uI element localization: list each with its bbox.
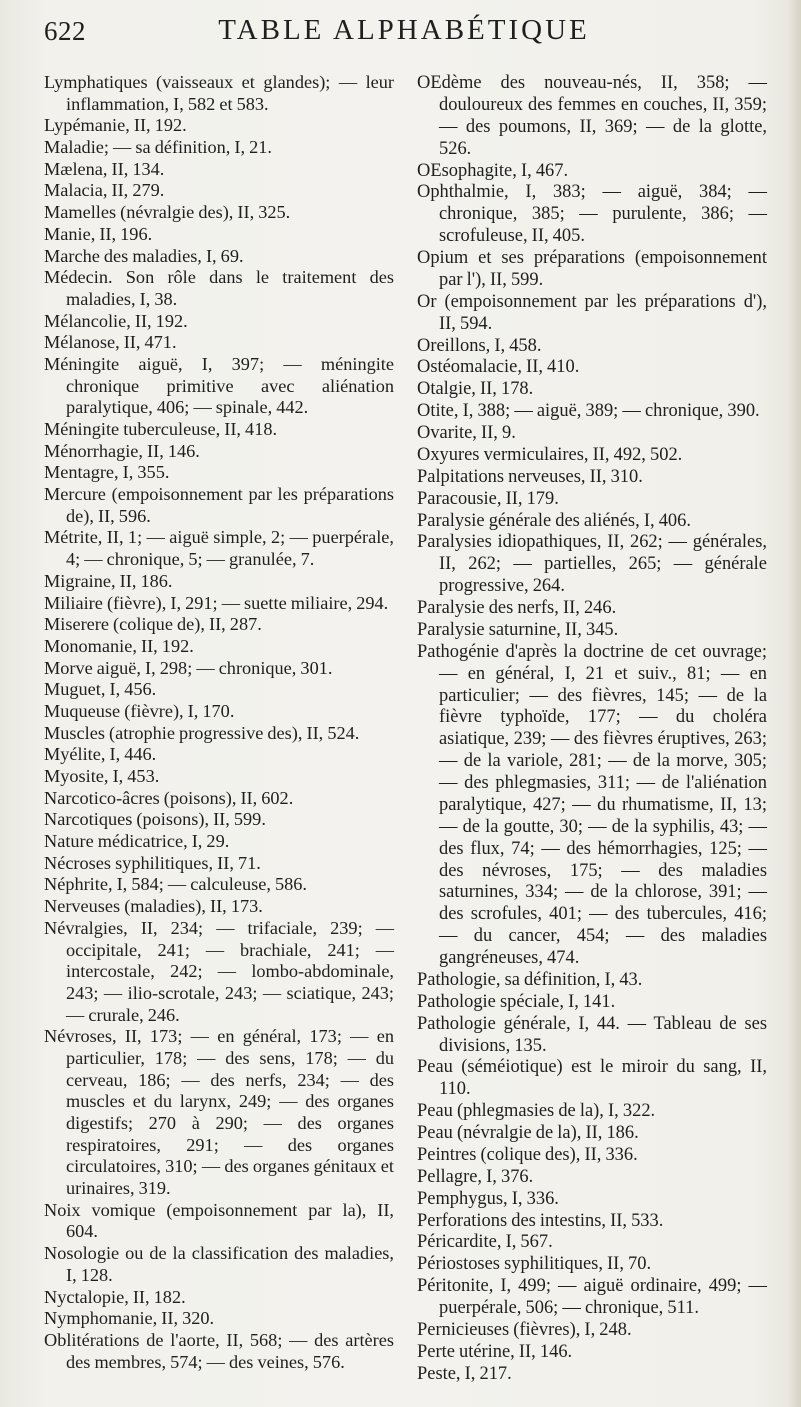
index-entry: Morve aiguë, I, 298; — chronique, 301. bbox=[44, 657, 333, 678]
index-entry: Ostéomalacie, II, 410. bbox=[417, 356, 580, 377]
index-entry: Peau (phlegmasies de la), I, 322. bbox=[417, 1100, 656, 1121]
index-entry: Narcotiques (poisons), II, 599. bbox=[44, 809, 266, 830]
index-entry: Perforations des intestins, II, 533. bbox=[417, 1209, 664, 1230]
index-entry: Myosite, I, 453. bbox=[44, 766, 160, 786]
index-entry: Nécroses syphilitiques, II, 71. bbox=[44, 852, 261, 873]
index-entry: Pernicieuses (fièvres), I, 248. bbox=[417, 1318, 632, 1339]
index-entry: Pellagre, I, 376. bbox=[417, 1165, 534, 1186]
index-entry: Lymphatiques (vaisseaux et glandes); — leur inflammation, I, 582 et 583. bbox=[44, 72, 394, 114]
index-columns bbox=[44, 72, 767, 1397]
index-entry: Nosologie ou de la classification des maladies, I, 128. bbox=[44, 1243, 394, 1285]
index-entry: Migraine, II, 186. bbox=[44, 570, 173, 591]
index-entry: Mamelles (névralgie des), II, 325. bbox=[44, 202, 291, 223]
index-entry: Paralysie saturnine, II, 345. bbox=[417, 618, 619, 639]
index-entry: Périostoses syphilitiques, II, 70. bbox=[417, 1253, 652, 1274]
index-entry: Mælena, II, 134. bbox=[44, 158, 165, 179]
index-entry: Nature médicatrice, I, 29. bbox=[44, 831, 230, 852]
index-entry: Ophthalmie, I, 383; — aiguë, 384; — chronique, 385; — purulente, 386; — scrofuleuse, II, 405. bbox=[417, 181, 767, 246]
index-entry: Muqueuse (fièvre), I, 170. bbox=[44, 700, 235, 721]
index-entry: Péritonite, I, 499; — aiguë ordinaire, 499; — puerpérale, 506; — chronique, 511. bbox=[417, 1275, 767, 1317]
index-entry: Paralysies idiopathiques, II, 262; — générales, II, 262; — partielles, 265; — générale progressive, 264. bbox=[417, 531, 767, 596]
index-entry: Nerveuses (maladies), II, 173. bbox=[44, 896, 263, 917]
index-entry: Paralysie générale des aliénés, I, 406. bbox=[417, 509, 691, 530]
index-entry: Ménorrhagie, II, 146. bbox=[44, 440, 200, 461]
index-entry: Miliaire (fièvre), I, 291; — suette miliaire, 294. bbox=[44, 592, 389, 613]
left-column bbox=[44, 72, 394, 1373]
index-entry: Oreillons, I, 458. bbox=[417, 334, 542, 355]
index-entry: Miserere (colique de), II, 287. bbox=[44, 614, 262, 635]
running-title: TABLE ALPHABÉTIQUE bbox=[218, 14, 590, 46]
index-entry: Otite, I, 388; — aiguë, 389; — chronique, 390. bbox=[417, 400, 760, 421]
index-entry: Monomanie, II, 192. bbox=[44, 635, 194, 656]
index-entry: Muscles (atrophie progressive des), II, 524. bbox=[44, 722, 360, 743]
index-entry: Opium et ses préparations (empoisonnement par l'), II, 599. bbox=[417, 247, 767, 289]
index-entry: Myélite, I, 446. bbox=[44, 744, 157, 765]
index-entry: Otalgie, II, 178. bbox=[417, 378, 534, 399]
index-entry: Peste, I, 217. bbox=[417, 1362, 512, 1383]
index-entry: Névroses, II, 173; — en général, 173; — en particulier, 178; — des sens, 178; — du cerveau, 186; — des nerfs, 234; — des muscles et du larynx, 249; — des organes digestifs; 270 à 290; — des organes respiratoires, 291; — des organes circulatoires, 310; — des organes génitaux et urinaires, 319. bbox=[44, 1026, 394, 1199]
index-entry: Mélanose, II, 471. bbox=[44, 332, 177, 353]
index-entry: Mentagre, I, 355. bbox=[44, 462, 170, 483]
index-entry: Nymphomanie, II, 320. bbox=[44, 1308, 215, 1329]
page-number: 622 bbox=[44, 16, 86, 46]
index-entry: Méningite aiguë, I, 397; — méningite chronique primitive avec aliénation paralytique, 406; — spinale, 442. bbox=[44, 353, 394, 418]
index-entry: Métrite, II, 1; — aiguë simple, 2; — puerpérale, 4; — chronique, 5; — granulée, 7. bbox=[44, 527, 394, 570]
index-entry: Pathologie générale, I, 44. — Tableau de ses divisions, 135. bbox=[417, 1012, 767, 1055]
index-entry: Peintres (colique des), II, 336. bbox=[417, 1143, 638, 1164]
page-edge bbox=[787, 0, 801, 1407]
index-entry: Mélancolie, II, 192. bbox=[44, 310, 188, 331]
index-entry: Mercure (empoisonnement par les préparations de), II, 596. bbox=[44, 484, 394, 526]
index-entry: Pathologie, sa définition, I, 43. bbox=[417, 968, 643, 989]
index-entry: Néphrite, I, 584; — calculeuse, 586. bbox=[44, 874, 308, 895]
index-entry: Muguet, I, 456. bbox=[44, 679, 157, 700]
index-entry: Pathologie spéciale, I, 141. bbox=[417, 990, 616, 1011]
index-entry: Malacia, II, 279. bbox=[44, 180, 165, 201]
page-header bbox=[44, 12, 764, 52]
index-entry: Lypémanie, II, 192. bbox=[44, 115, 187, 136]
index-entry: Méningite tuberculeuse, II, 418. bbox=[44, 419, 278, 439]
index-entry: Paralysie des nerfs, II, 246. bbox=[417, 597, 617, 617]
index-entry: Oxyures vermiculaires, II, 492, 502. bbox=[417, 443, 683, 464]
right-column bbox=[417, 72, 767, 1385]
index-entry: Manie, II, 196. bbox=[44, 223, 153, 244]
index-entry: Narcotico-âcres (poisons), II, 602. bbox=[44, 787, 294, 808]
index-entry: Paracousie, II, 179. bbox=[417, 487, 559, 508]
index-entry: Maladie; — sa définition, I, 21. bbox=[44, 137, 272, 158]
index-entry: Nyctalopie, II, 182. bbox=[44, 1286, 186, 1307]
index-entry: Oblitérations de l'aorte, II, 568; — des artères des membres, 574; — des veines, 576. bbox=[44, 1329, 394, 1372]
index-entry: Marche des maladies, I, 69. bbox=[44, 245, 244, 266]
index-entry: OEsophagite, I, 467. bbox=[417, 159, 569, 180]
index-entry: Péricardite, I, 567. bbox=[417, 1231, 553, 1252]
index-entry: Or (empoisonnement par les préparations d'), II, 594. bbox=[417, 290, 767, 333]
index-entry: Névralgies, II, 234; — trifaciale, 239; — occipitale, 241; — brachiale, 241; — intercostale, 242; — lombo-abdominale, 243; — ilio-scrotale, 243; — sciatique, 243; — crurale, 246. bbox=[44, 917, 394, 1025]
index-entry: Peau (névralgie de la), II, 186. bbox=[417, 1122, 639, 1142]
index-entry: Palpitations nerveuses, II, 310. bbox=[417, 465, 643, 486]
index-entry: Médecin. Son rôle dans le traitement des maladies, I, 38. bbox=[44, 267, 394, 309]
index-entry: Perte utérine, II, 146. bbox=[417, 1340, 573, 1361]
index-entry: Pathogénie d'après la doctrine de cet ouvrage; — en général, I, 21 et suiv., 81; — en particulier; — des fièvres, 145; — de la fièvre typhoïde, 177; — du choléra asiatique, 239; — des fièvres éruptives, 263; — de la variole, 281; — de la morve, 305; — des phlegmasies, 311; — de l'aliénation paralytique, 427; — du rhumatisme, II, 13; — de la goutte, 30; — de la syphilis, 43; — des flux, 74; — des hémorrhagies, 125; — des névroses, 175; — des maladies saturnines, 334; — de la chlorose, 391; — des scrofules, 401; — des tubercules, 416; — du cancer, 454; — des maladies gangréneuses, 474. bbox=[417, 640, 767, 967]
index-entry: Noix vomique (empoisonnement par la), II, 604. bbox=[44, 1199, 394, 1242]
index-entry: Pemphygus, I, 336. bbox=[417, 1187, 559, 1208]
index-entry: Ovarite, II, 9. bbox=[417, 422, 516, 442]
index-entry: OEdème des nouveau-nés, II, 358; — douloureux des femmes en couches, II, 359; — des poumons, II, 369; — de la glotte, 526. bbox=[417, 72, 767, 158]
index-entry: Peau (séméiotique) est le miroir du sang, II, 110. bbox=[417, 1056, 767, 1099]
